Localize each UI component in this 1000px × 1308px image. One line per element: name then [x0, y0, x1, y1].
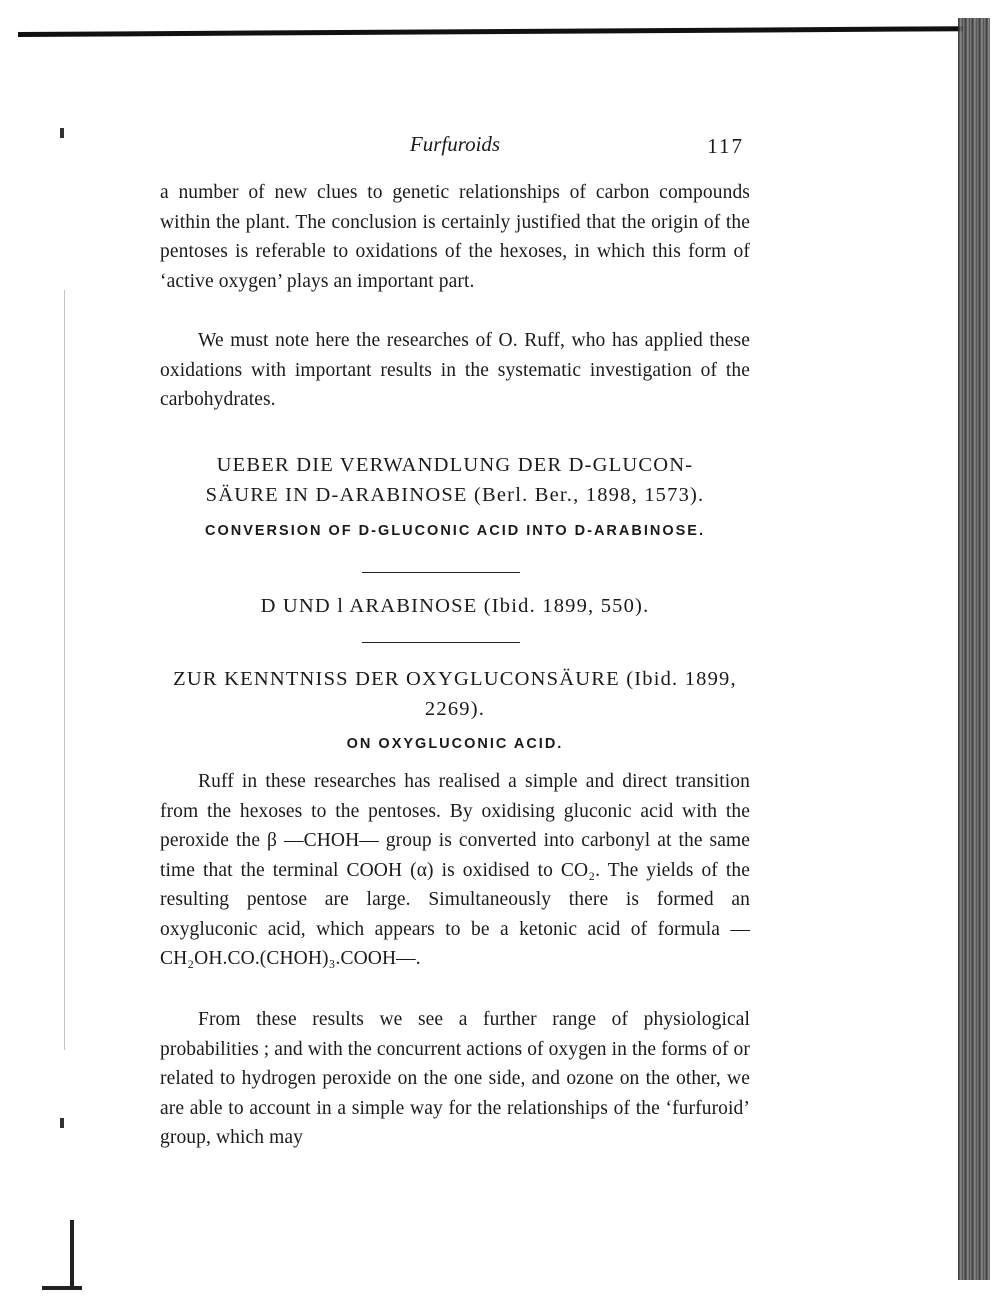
running-title: Furfuroids: [409, 132, 501, 156]
running-head: [160, 132, 750, 162]
section3-title-line1: ZUR KENNTNISS DER OXYGLUCONSÄURE (Ibid. 1899,: [173, 668, 737, 690]
paragraph-1: a number of new clues to genetic relationships of carbon compounds within the plant. The conclusion is certainly justified that the origin of the pentoses is referable to oxidations of the hexoses, in which this form of ‘active oxygen’ plays an important part.: [160, 182, 750, 292]
left-margin-shadow: [64, 290, 65, 1050]
section1-title-line1: UEBER DIE VERWANDLUNG DER D-GLUCON-: [216, 454, 694, 476]
paragraph-3: Ruff in these researches has realised a simple and direct transition from the hexoses to the pentoses. By oxidising gluconic acid with the peroxide the β —CHOH— group is converted into carbonyl at the same time that the terminal COOH (α) is oxidised to CO₂. The yields of the resulting pentose are large. Simultaneously there is formed an oxygluconic acid, which appears to be a ketonic acid of formula —CH₂OH.CO.(CHOH)₃.COOH—.: [160, 771, 750, 969]
book-spine-edge: [958, 18, 990, 1280]
corner-scan-mark: [70, 1220, 74, 1290]
section1-subtitle: CONVERSION OF D-GLUCONIC ACID INTO D-ARABINOSE.: [204, 523, 705, 539]
section3-subtitle: ON OXYGLUCONIC ACID.: [346, 736, 564, 752]
corner-scan-mark: [42, 1286, 82, 1290]
top-edge-shadow: [18, 26, 963, 37]
margin-speck: [60, 1118, 64, 1128]
section-divider: [362, 572, 520, 573]
margin-speck: [60, 128, 64, 138]
paragraph-4: From these results we see a further range of physiological probabilities ; and with the concurrent actions of oxygen in the forms of or related to hydrogen peroxide on the one side, and ozone on the other, we are able to account in a simple way for the relationships of the ‘furfuroid’ group, which may: [160, 1009, 750, 1148]
paragraph-2: We must note here the researches of O. Ruff, who has applied these oxidations with important results in the systematic investigation of the carbohydrates.: [160, 330, 750, 410]
page-number: 117: [707, 134, 744, 158]
section2-title: D UND l ARABINOSE (Ibid. 1899, 550).: [260, 595, 650, 617]
section3-title-line2: 2269).: [424, 698, 486, 720]
section1-title-line2: SÄURE IN D-ARABINOSE (Berl. Ber., 1898, 1573).: [205, 484, 705, 506]
section-divider: [362, 642, 520, 643]
